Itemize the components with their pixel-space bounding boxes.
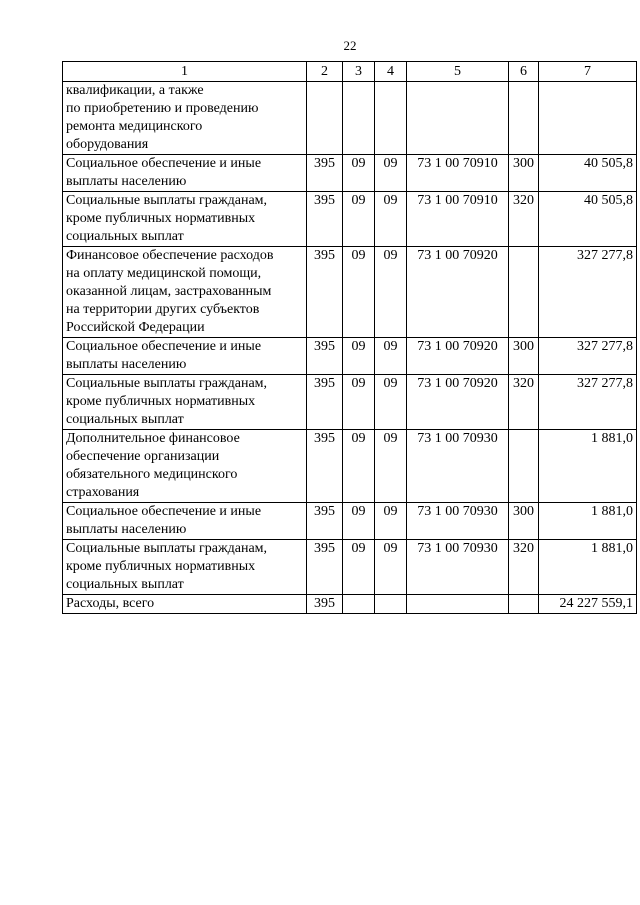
admin-code-cell: 395: [307, 430, 343, 503]
admin-code-cell: 395: [307, 540, 343, 595]
row-name-line: выплаты населению: [66, 357, 187, 372]
target-article-cell: 73 1 00 70930: [407, 540, 509, 595]
target-article-cell: [407, 595, 509, 614]
expense-type-cell: 300: [509, 338, 539, 375]
admin-code-cell: 395: [307, 375, 343, 430]
table-header-row: [63, 62, 637, 82]
subsection-code-cell: 09: [375, 338, 407, 375]
header-cell: 1: [63, 62, 307, 82]
row-name-line: Социальное обеспечение и иные: [66, 156, 262, 171]
expense-type-cell: 320: [509, 375, 539, 430]
row-name-cell: [63, 155, 307, 192]
row-name-line: выплаты населению: [66, 174, 187, 189]
section-code-cell: 09: [343, 375, 375, 430]
row-name-line: на оплату медицинской помощи,: [66, 266, 262, 281]
row-name-line: социальных выплат: [66, 577, 184, 592]
section-code-cell: 09: [343, 155, 375, 192]
subsection-code-cell: 09: [375, 247, 407, 338]
admin-code-cell: 395: [307, 247, 343, 338]
row-name-cell: [63, 247, 307, 338]
row-name-line: ремонта медицинского: [66, 119, 203, 134]
subsection-code-cell: 09: [375, 430, 407, 503]
row-name-line: Социальные выплаты гражданам,: [66, 193, 268, 208]
row-name-line: Социальные выплаты гражданам,: [66, 376, 268, 391]
subsection-code-cell: 09: [375, 503, 407, 540]
table-row: [63, 375, 637, 430]
row-name-line: квалификации, а также: [66, 83, 204, 98]
table-row: [63, 503, 637, 540]
section-code-cell: 09: [343, 247, 375, 338]
expense-type-cell: 300: [509, 155, 539, 192]
header-cell: 3: [343, 62, 375, 82]
row-name-line: оказанной лицам, застрахованным: [66, 284, 272, 299]
row-name-line: Финансовое обеспечение расходов: [66, 248, 274, 263]
amount-cell: 327 277,8: [539, 375, 637, 430]
amount-cell: 40 505,8: [539, 192, 637, 247]
row-name-cell: [63, 430, 307, 503]
admin-code-cell: 395: [307, 192, 343, 247]
expense-type-cell: [509, 247, 539, 338]
table-row: [63, 155, 637, 192]
header-cell: 7: [539, 62, 637, 82]
row-name-line: социальных выплат: [66, 412, 184, 427]
row-name-line: обязательного медицинского: [66, 467, 238, 482]
row-name-line: Российской Федерации: [66, 320, 205, 335]
row-name-line: на территории других субъектов: [66, 302, 260, 317]
table-row: [63, 430, 637, 503]
row-name-line: по приобретению и проведению: [66, 101, 259, 116]
subsection-code-cell: [375, 82, 407, 155]
row-name-cell: [63, 595, 307, 614]
expense-type-cell: [509, 595, 539, 614]
header-cell: 6: [509, 62, 539, 82]
row-name-line: кроме публичных нормативных: [66, 211, 256, 226]
target-article-cell: 73 1 00 70930: [407, 503, 509, 540]
table-row: [63, 338, 637, 375]
row-name-line: Социальные выплаты гражданам,: [66, 541, 268, 556]
budget-table: [62, 61, 637, 614]
header-cell: 2: [307, 62, 343, 82]
target-article-cell: 73 1 00 70920: [407, 338, 509, 375]
amount-cell: 327 277,8: [539, 338, 637, 375]
expense-type-cell: [509, 82, 539, 155]
amount-cell: 1 881,0: [539, 430, 637, 503]
subsection-code-cell: [375, 595, 407, 614]
section-code-cell: 09: [343, 430, 375, 503]
target-article-cell: [407, 82, 509, 155]
target-article-cell: 73 1 00 70910: [407, 155, 509, 192]
amount-cell: [539, 82, 637, 155]
section-code-cell: [343, 82, 375, 155]
expense-type-cell: 320: [509, 192, 539, 247]
table-row: [63, 540, 637, 595]
row-name-cell: [63, 375, 307, 430]
target-article-cell: 73 1 00 70930: [407, 430, 509, 503]
row-name-cell: [63, 503, 307, 540]
admin-code-cell: 395: [307, 503, 343, 540]
row-name-line: оборудования: [66, 137, 149, 152]
admin-code-cell: 395: [307, 338, 343, 375]
subsection-code-cell: 09: [375, 155, 407, 192]
row-name-line: страхования: [66, 485, 140, 500]
admin-code-cell: 395: [307, 155, 343, 192]
row-name-line: обеспечение организации: [66, 449, 220, 464]
table-row: [63, 595, 637, 614]
section-code-cell: 09: [343, 540, 375, 595]
row-name-line: социальных выплат: [66, 229, 184, 244]
subsection-code-cell: 09: [375, 192, 407, 247]
amount-cell: 327 277,8: [539, 247, 637, 338]
row-name-line: Социальное обеспечение и иные: [66, 339, 262, 354]
admin-code-cell: 395: [307, 595, 343, 614]
row-name-line: кроме публичных нормативных: [66, 559, 256, 574]
amount-cell: 1 881,0: [539, 540, 637, 595]
row-name-line: выплаты населению: [66, 522, 187, 537]
row-name-cell: [63, 82, 307, 155]
section-code-cell: 09: [343, 503, 375, 540]
table-row: [63, 82, 637, 155]
section-code-cell: 09: [343, 192, 375, 247]
row-name-cell: [63, 192, 307, 247]
table-row: [63, 247, 637, 338]
subsection-code-cell: 09: [375, 375, 407, 430]
page-number: 22: [343, 38, 357, 53]
target-article-cell: 73 1 00 70910: [407, 192, 509, 247]
amount-cell: 40 505,8: [539, 155, 637, 192]
section-code-cell: [343, 595, 375, 614]
row-name-line: Расходы, всего: [66, 596, 155, 611]
target-article-cell: 73 1 00 70920: [407, 247, 509, 338]
target-article-cell: 73 1 00 70920: [407, 375, 509, 430]
subsection-code-cell: 09: [375, 540, 407, 595]
row-name-line: кроме публичных нормативных: [66, 394, 256, 409]
header-cell: 5: [407, 62, 509, 82]
table-row: [63, 192, 637, 247]
expense-type-cell: 320: [509, 540, 539, 595]
expense-type-cell: [509, 430, 539, 503]
row-name-cell: [63, 540, 307, 595]
header-cell: 4: [375, 62, 407, 82]
row-name-line: Дополнительное финансовое: [66, 431, 240, 446]
amount-cell: 24 227 559,1: [539, 595, 637, 614]
section-code-cell: 09: [343, 338, 375, 375]
row-name-cell: [63, 338, 307, 375]
amount-cell: 1 881,0: [539, 503, 637, 540]
row-name-line: Социальное обеспечение и иные: [66, 504, 262, 519]
expense-type-cell: 300: [509, 503, 539, 540]
admin-code-cell: [307, 82, 343, 155]
